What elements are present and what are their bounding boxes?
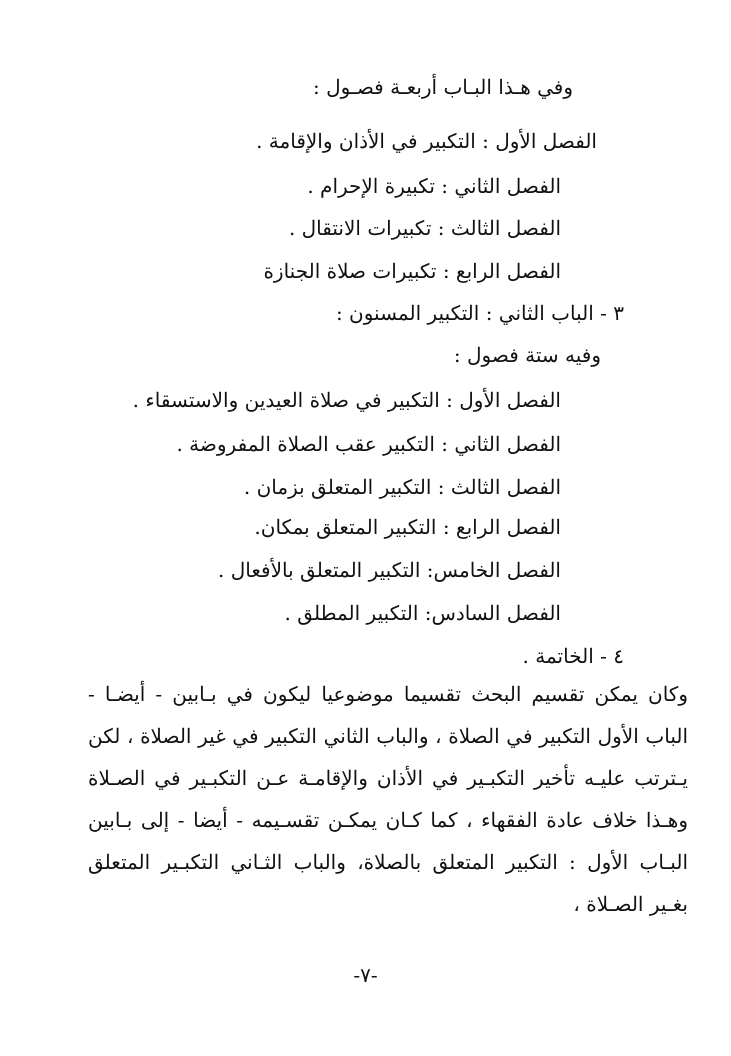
page-number: -٧- (353, 963, 378, 987)
chapter-1-section-3: الفصل الثالث : تكبيرات الانتقال . (288, 216, 561, 240)
chapter-1-section-1: الفصل الأول : التكبير في الأذان والإقامة . (256, 129, 597, 153)
body-paragraph: وكان يمكن تقسيم البحث تقسيما موضوعيا ليكون في بـابين - أيضـا - الباب الأول التكبير في الصلاة ، والباب الثاني التكبير في غير الصلاة ، لكن يـترتب عليـه تأخير التكبـير في الأذان والإقامـة عـن التكبـير في الصـلاة وهـذا خلاف عادة الفقهاء ، كما كـان يمكـن تقسـيمه - أيضا - إلى بـابين البـاب الأول : التكبير المتعلق بالصلاة، والباب الثـاني التكبـير المتعلق بغـير الصـلاة ، (88, 682, 688, 916)
chapter-2-section-5: الفصل الخامس: التكبير المتعلق بالأفعال . (218, 558, 561, 582)
chapter-2-intro-line: وفيه ستة فصول : (453, 343, 601, 367)
chapter-2-heading: ٣ - الباب الثاني : التكبير المسنون : (335, 301, 624, 325)
chapter-1-section-4: الفصل الرابع : تكبيرات صلاة الجنازة (263, 259, 561, 283)
chapter-1-section-2: الفصل الثاني : تكبيرة الإحرام . (307, 174, 561, 198)
chapter-2-section-1: الفصل الأول : التكبير في صلاة العيدين والاستسقاء . (132, 388, 561, 412)
chapter-intro-line: وفي هـذا البـاب أربعـة فصـول : (313, 75, 573, 99)
chapter-2-section-2: الفصل الثاني : التكبير عقب الصلاة المفروضة . (176, 432, 561, 456)
chapter-2-section-6: الفصل السادس: التكبير المطلق . (284, 601, 561, 625)
chapter-2-section-3: الفصل الثالث : التكبير المتعلق بزمان . (243, 475, 561, 499)
conclusion-heading: ٤ - الخاتمة . (522, 644, 624, 668)
chapter-2-section-4: الفصل الرابع : التكبير المتعلق بمكان. (254, 515, 561, 539)
